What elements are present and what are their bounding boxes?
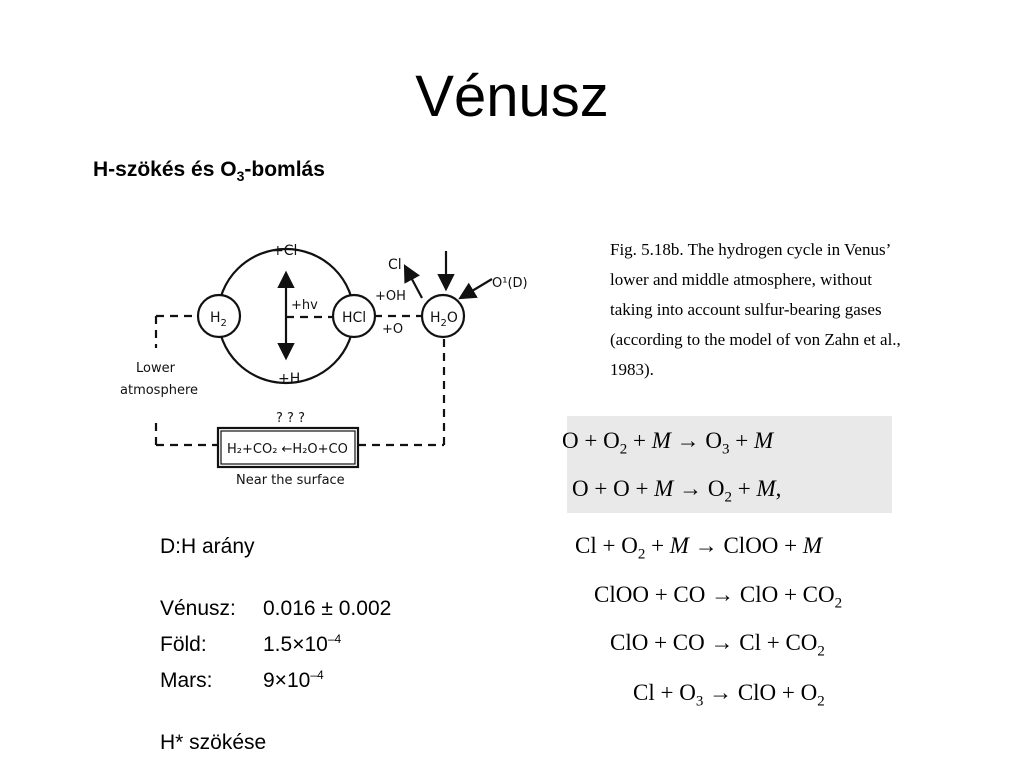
surface-equation: H₂+CO₂ ←H₂O+CO — [227, 442, 348, 457]
equation-5: ClO + CO → $Cl + CO_2$ — [610, 630, 825, 660]
caption-line: (according to the model of von Zahn et al., — [610, 330, 901, 349]
h2-label: $H_2$ — [210, 310, 227, 329]
dh-row-mars: Mars: $9\times 10^{-4}$ — [160, 668, 324, 692]
slide-subtitle — [93, 158, 325, 184]
plus-oh-label: +OH — [375, 289, 406, 304]
plus-h-label: +H — [278, 371, 301, 387]
equation-4: ClOO + CO → ClO + $CO_2$ — [594, 582, 843, 612]
equation-3: $Cl + O_2 + M$ → ClOO + M — [575, 533, 823, 563]
dh-heading: D:H arány — [160, 535, 255, 558]
o1d-label: O¹(D) — [492, 276, 528, 291]
lower-label: Lower — [136, 361, 175, 376]
subtitle-pre: H-szökés és O — [93, 158, 237, 181]
hcl-label: HCl — [342, 310, 367, 326]
dh-ratio-block — [160, 531, 391, 758]
dh-row-venus: Vénusz: 0.016 ± 0.002 — [160, 597, 392, 620]
caption-line: lower and middle atmosphere, without — [610, 270, 873, 289]
cl-label: Cl — [388, 257, 402, 273]
question-marks: ? ? ? — [276, 411, 305, 426]
plus-cl-label: +Cl — [272, 243, 298, 259]
plus-o-label: +O — [382, 322, 404, 337]
subtitle-sub: 3 — [236, 168, 245, 185]
arrow-to-cl — [406, 268, 422, 298]
near-surface-label: Near the surface — [236, 473, 345, 488]
caption-line: taking into account sulfur-bearing gases — [610, 300, 882, 319]
atmosphere-label: atmosphere — [120, 383, 198, 398]
dh-row-earth: Föld: $1.5\times 10^{-4}$ — [160, 632, 342, 656]
dh-footer: H* szökése — [160, 731, 267, 754]
caption-line: 1983). — [610, 360, 654, 379]
equation-2: $O + O + M \to O_2 + M$, — [572, 476, 782, 506]
h2o-label: $H_2O$ — [430, 310, 458, 329]
arrow-o1d — [462, 279, 492, 297]
slide-title: Vénusz — [415, 64, 609, 129]
subtitle-post: -bomlás — [244, 158, 325, 181]
caption-line: Fig. 5.18b. The hydrogen cycle in Venus’ — [610, 240, 892, 259]
equation-1: $O + O_2 + M \to O_3 + M$ — [562, 428, 774, 458]
hydrogen-cycle-diagram — [100, 225, 540, 495]
equation-6: $Cl + O_3$ → ClO + $O_2$ — [633, 680, 825, 710]
figure-caption — [610, 235, 930, 385]
plus-hv-label: +hv — [291, 298, 318, 313]
